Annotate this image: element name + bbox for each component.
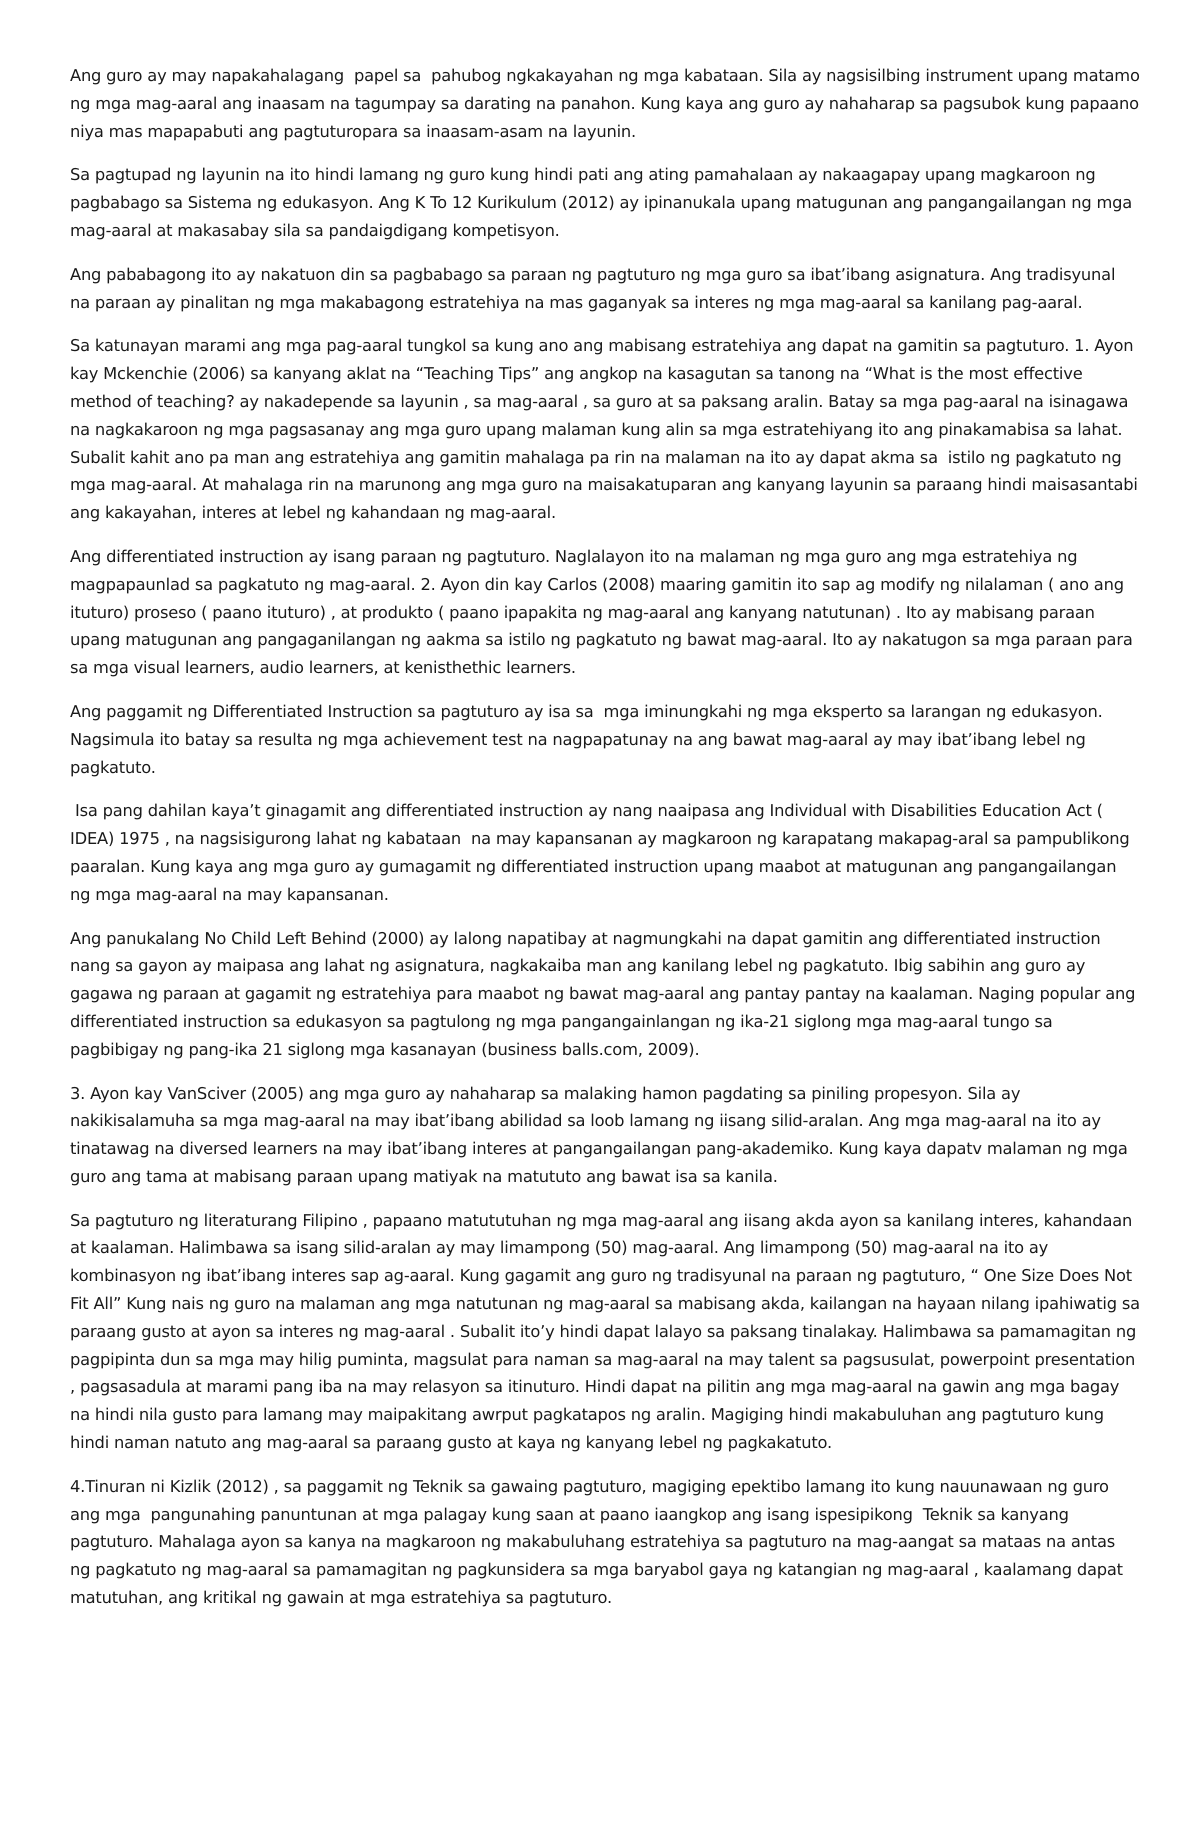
paragraph-5: Ang differentiated instruction ay isang paraan ng pagtuturo. Naglalayon ito na malaman ng mga guro ang mga estratehiya ng magpapaunlad sa pagkatuto ng mag-aaral. 2. Ayon din kay Carlos (2008) maaring gamitin ito sap ag modify ng nilalaman ( ano ang ituturo) proseso ( paano ituturo) , at produkto ( paano ipapakita ng mag-aaral ang kanyang natutunan) . Ito ay mabisang paraan upang matugunan ang pangaganilangan ng aakma sa istilo ng pagkatuto ng bawat mag-aaral. Ito ay nakatugon sa mga paraan para sa mga visual learners, audio learners, at kenisthethic learners. xyxy=(70,546,1138,678)
paragraph-11: 4.Tinuran ni Kizlik (2012) , sa paggamit ng Teknik sa gawaing pagtuturo, magiging epektibo lamang ito kung nauunawaan ng guro ang mga pangunahing panuntunan at mga palagay kung saan at paano iaangkop ang isang ispesipikong Teknik sa kanyang pagtuturo. Mahalaga ayon sa kanya na magkaroon ng makabuluhang estratehiya sa pagtuturo na mag-aangat sa mataas na antas ng pagkatuto ng mag-aaral sa pamamagitan ng pagkunsidera sa mga baryabol gaya ng katangian ng mag-aaral , kaalamang dapat matutuhan, ang kritikal ng gawain at mga estratehiya sa pagtuturo. xyxy=(70,1476,1128,1608)
paragraph-8: Ang panukalang No Child Left Behind (2000) ay lalong napatibay at nagmungkahi na dapat gamitin ang differentiated instruction nang sa gayon ay maipasa ang lahat ng asignatura, nagkakaiba man ang kanilang lebel ng pagkatuto. Ibig sabihin ang guro ay gagawa ng paraan at gagamit ng estratehiya para maabot ng bawat mag-aaral ang pantay pantay na kaalaman. Naging popular ang differentiated instruction sa edukasyon sa pagtulong ng mga pangangainlangan ng ika-21 siglong mga mag-aaral tungo sa pagbibigay ng pang-ika 21 siglong mga kasanayan (business balls.com, 2009). xyxy=(70,928,1141,1059)
paragraph-7: Isa pang dahilan kaya’t ginagamit ang differentiated instruction ay nang naaipasa ang Individual with Disabilities Education Act ( IDEA) 1975 , na nagsisigurong lahat ng kabataan na may kapansanan ay magkaroon ng karapatang makapag-aral sa pampublikong paaralan. Kung kaya ang mga guro ay gumagamit ng differentiated instruction upang maabot at matugunan ang pangangailangan ng mga mag-aaral na may kapansanan. xyxy=(70,801,1135,904)
paragraph-6: Ang paggamit ng Differentiated Instruction sa pagtuturo ay isa sa mga iminungkahi ng mga eksperto sa larangan ng edukasyon. Nagsimula ito batay sa resulta ng mga achievement test na nagpapatunay na ang bawat mag-aaral ay may ibat’ibang lebel ng pagkatuto. xyxy=(70,701,1108,777)
paragraph-1: Ang guro ay may napakahalagang papel sa pahubog ngkakayahan ng mga kabataan. Sila ay nagsisilbing instrument upang matamo ng mga mag-aaral ang inaasam na tagumpay sa darating na panahon. Kung kaya ang guro ay nahaharap sa pagsubok kung papaano niya mas mapapabuti ang pagtuturopara sa inaasam-asam na layunin. xyxy=(70,66,1145,141)
paragraph-4: Sa katunayan marami ang mga pag-aaral tungkol sa kung ano ang mabisang estratehiya ang dapat na gamitin sa pagtuturo. 1. Ayon kay Mckenchie (2006) sa kanyang aklat na “Teaching Tips” ang angkop na kasagutan sa tanong na “What is the most effective method of teaching? ay nakadepende sa layunin , sa mag-aaral , sa guro at sa paksang aralin. Batay sa mga pag-aaral na isinagawa na nagkakaroon ng mga pagsasanay ang mga guro upang malaman kung alin sa mga estratehiyang ito ang pinakamabisa sa lahat. Subalit kahit ano pa man ang estratehiya ang gamitin mahalaga pa rin na malaman na ito ay dapat akma sa istilo ng pagkatuto ng mga mag-aaral. At mahalaga rin na marunong ang mga guro na maisakatuparan ang kanyang layunin sa paraang hindi maisasantabi ang kakayahan, interes at lebel ng kahandaan ng mag-aaral. xyxy=(70,336,1143,523)
paragraph-10: Sa pagtuturo ng literaturang Filipino , papaano matututuhan ng mga mag-aaral ang iisang akda ayon sa kanilang interes, kahandaan at kaalaman. Halimbawa sa isang silid-aralan ay may limampong (50) mag-aaral. Ang limampong (50) mag-aaral na ito ay kombinasyon ng ibat’ibang interes sap ag-aaral. Kung gagamit ang guro ng tradisyunal na paraan ng pagtuturo, “ One Size Does Not Fit All” Kung nais ng guro na malaman ang mga natutunan ng mag-aaral sa mabisang akda, kailangan na hayaan nilang ipahiwatig sa paraang gusto at ayon sa interes ng mag-aaral . Subalit ito’y hindi dapat lalayo sa paksang tinalakay. Halimbawa sa pamamagitan ng pagpipinta dun sa mga may hilig puminta, magsulat para naman sa mag-aaral na may talent sa pagsusulat, powerpoint presentation , pagsasadula at marami pang iba na may relasyon sa itinuturo. Hindi dapat na pilitin ang mga mag-aaral na gawin ang mga bagay na hindi nila gusto para lamang may maipakitang awrput pagkatapos ng aralin. Magiging hindi makabuluhan ang pagtuturo kung hindi naman natuto ang mag-aaral sa paraang gusto at kaya ng kanyang lebel ng pagkakatuto. xyxy=(70,1210,1145,1453)
paragraph-2: Sa pagtupad ng layunin na ito hindi lamang ng guro kung hindi pati ang ating pamahalaan ay nakaagapay upang magkaroon ng pagbabago sa Sistema ng edukasyon. Ang K To 12 Kurikulum (2012) ay ipinanukala upang matugunan ang pangangailangan ng mga mag-aaral at makasabay sila sa pandaigdigang kompetisyon. xyxy=(70,165,1138,240)
paragraph-9: 3. Ayon kay VanSciver (2005) ang mga guro ay nahaharap sa malaking hamon pagdating sa piniling propesyon. Sila ay nakikisalamuha sa mga mag-aaral na may ibat’ibang abilidad sa loob lamang ng iisang silid-aralan. Ang mga mag-aaral na ito ay tinatawag na diversed learners na may ibat’ibang interes at pangangailangan pang-akademiko. Kung kaya dapatv malaman ng mga guro ang tama at mabisang paraan upang matiyak na matututo ang bawat isa sa kanila. xyxy=(70,1083,1133,1186)
paragraph-3: Ang pababagong ito ay nakatuon din sa pagbabago sa paraan ng pagtuturo ng mga guro sa ibat’ibang asignatura. Ang tradisyunal na paraan ay pinalitan ng mga makabagong estratehiya na mas gaganyak sa interes ng mga mag-aaral sa kanilang pag-aaral. xyxy=(70,264,1121,312)
